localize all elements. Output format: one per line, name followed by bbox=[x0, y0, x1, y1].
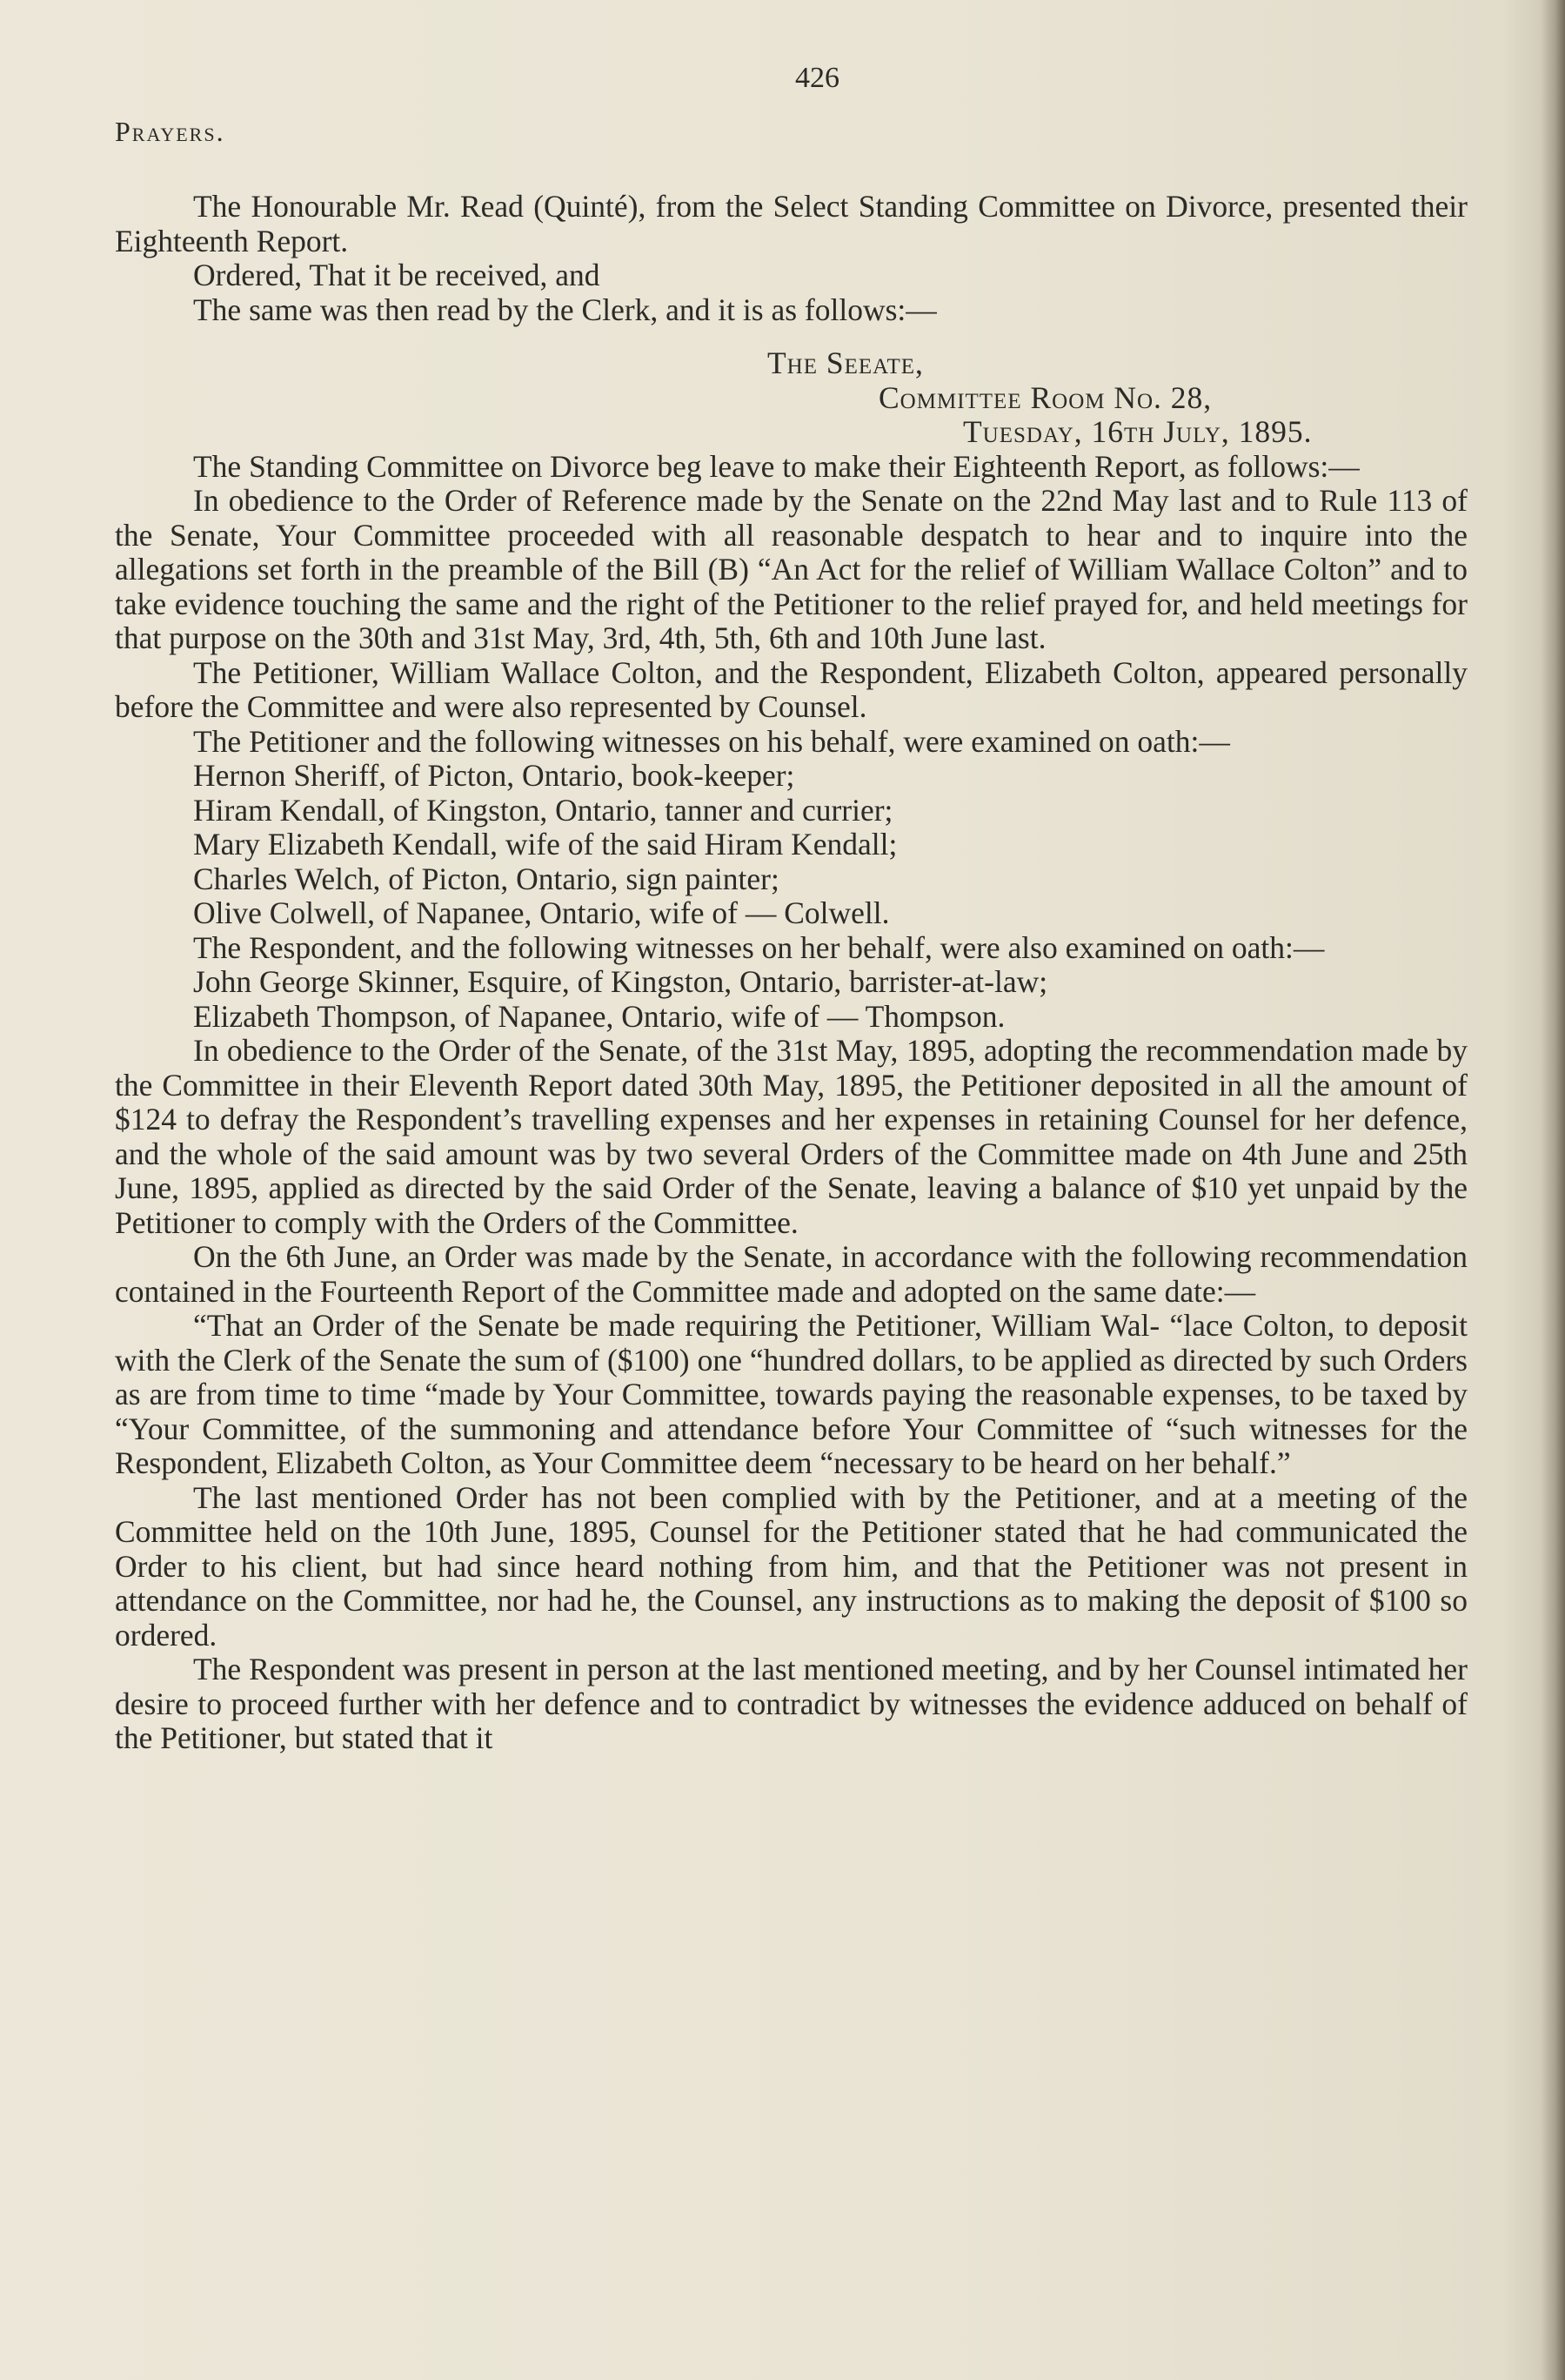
list-item: Charles Welch, of Picton, Ontario, sign painter; bbox=[193, 861, 779, 896]
paragraph-closing-3: The last mentioned Order has not been complied with by the Petitioner, and at a meeting of the Committee held on the 10th June, 1895, Counsel for the Petitioner stated that he had communicated the Order to his client, but had since heard nothing from him, and that the Petitioner was not present in attendance on the Committee, nor had he, the Counsel, any instructions as to making the deposit of $100 so ordered. bbox=[115, 1479, 1468, 1653]
section-heading: Prayers. bbox=[115, 116, 225, 147]
paragraph-respondent-intro: The Respondent, and the following witnesses on her behalf, were also examined on oath:— bbox=[193, 929, 1325, 965]
paragraph-intro-1: The Honourable Mr. Read (Quinté), from the Select Standing Committee on Divorce, presented their Eighteenth Report. bbox=[115, 189, 1468, 258]
list-item: Olive Colwell, of Napanee, Ontario, wife of — Colwell. bbox=[193, 895, 890, 930]
page-number: 426 bbox=[795, 62, 839, 94]
petitioner-witness-list bbox=[115, 759, 1468, 931]
report-heading-senate: The Seeate, bbox=[767, 345, 924, 380]
list-item: Hernon Sheriff, of Picton, Ontario, book-keeper; bbox=[193, 758, 795, 793]
respondent-witness-list bbox=[115, 965, 1468, 1034]
paragraph-closing-2: On the 6th June, an Order was made by the Senate, in accordance with the following recommendation contained in the Fourteenth Report of the Committee made and adopted on the same date:— bbox=[115, 1239, 1468, 1309]
paragraph-closing-4: The Respondent was present in person at the last mentioned meeting, and by her Counsel intimated her desire to proceed further with her defence and to contradict by witnesses the evidence adduced on behalf of the Petitioner, but stated that it bbox=[115, 1652, 1468, 1755]
report-heading-room: Committee Room No. 28, bbox=[879, 379, 1213, 415]
report-heading-date: Tuesday, 16th July, 1895. bbox=[963, 414, 1313, 449]
paragraph-closing-1: In obedience to the Order of the Senate, of the 31st May, 1895, adopting the recommendation made by the Committee in their Eleventh Report dated 30th May, 1895, the Petitioner deposited in all the amount of $124 to defray the Respondent’s travelling expenses and her expenses in retaining Counsel for her defence, and the whole of the said amount was by two several Orders of the Committee made on 4th June and 25th June, 1895, applied as directed by the said Order of the Senate, leaving a balance of $10 yet unpaid by the Petitioner to comply with the Orders of the Committee. bbox=[115, 1033, 1468, 1240]
page-content bbox=[115, 61, 1468, 1756]
list-item: Mary Elizabeth Kendall, wife of the said Hiram Kendall; bbox=[193, 827, 898, 861]
paragraph-report-3: The Petitioner, William Wallace Colton, and the Respondent, Elizabeth Colton, appeared personally before the Committee and were also represented by Counsel. bbox=[115, 654, 1468, 724]
paragraph-report-4: The Petitioner and the following witnesses on his behalf, were examined on oath:— bbox=[193, 723, 1230, 759]
list-item: Elizabeth Thompson, of Napanee, Ontario, wife of — Thompson. bbox=[193, 998, 1006, 1034]
paragraph-report-1: The Standing Committee on Divorce beg leave to make their Eighteenth Report, as follows:— bbox=[193, 448, 1360, 484]
list-item: John George Skinner, Esquire, of Kingston, Ontario, barrister-at-law; bbox=[193, 964, 1048, 999]
paragraph-report-2: In obedience to the Order of Reference made by the Senate on the 22nd May last and to Rule 113 of the Senate, Your Committee proceeded with all reasonable despatch to hear and to inquire into the allegations set forth in the preamble of the Bill (B) “An Act for the relief of William Wallace Colton” and to take evidence touching the same and the right of the Petitioner to the relief prayed for, and held meetings for that purpose on the 30th and 31st May, 3rd, 4th, 5th, 6th and 10th June last. bbox=[115, 483, 1468, 655]
report-heading bbox=[115, 346, 1468, 450]
page-binding-edge bbox=[1541, 0, 1565, 2380]
paragraph-intro-2: Ordered, That it be received, and bbox=[193, 258, 600, 292]
paragraph-closing-quote: “That an Order of the Senate be made requiring the Petitioner, William Wal- “lace Colton, to deposit with the Clerk of the Senate the sum of ($100) one “hundred dollars, to be applied as directed by such Orders as are from time to time “made by Your Committee, towards paying the reasonable expenses, to be taxed by “Your Committee, of the summoning and attendance before Your Committee of “such witnesses for the Respondent, Elizabeth Colton, as Your Committee deem “necessary to be heard on her behalf.” bbox=[115, 1308, 1468, 1480]
paragraph-intro-3: The same was then read by the Clerk, and it is as follows:— bbox=[193, 292, 937, 327]
list-item: Hiram Kendall, of Kingston, Ontario, tanner and currier; bbox=[193, 792, 893, 828]
